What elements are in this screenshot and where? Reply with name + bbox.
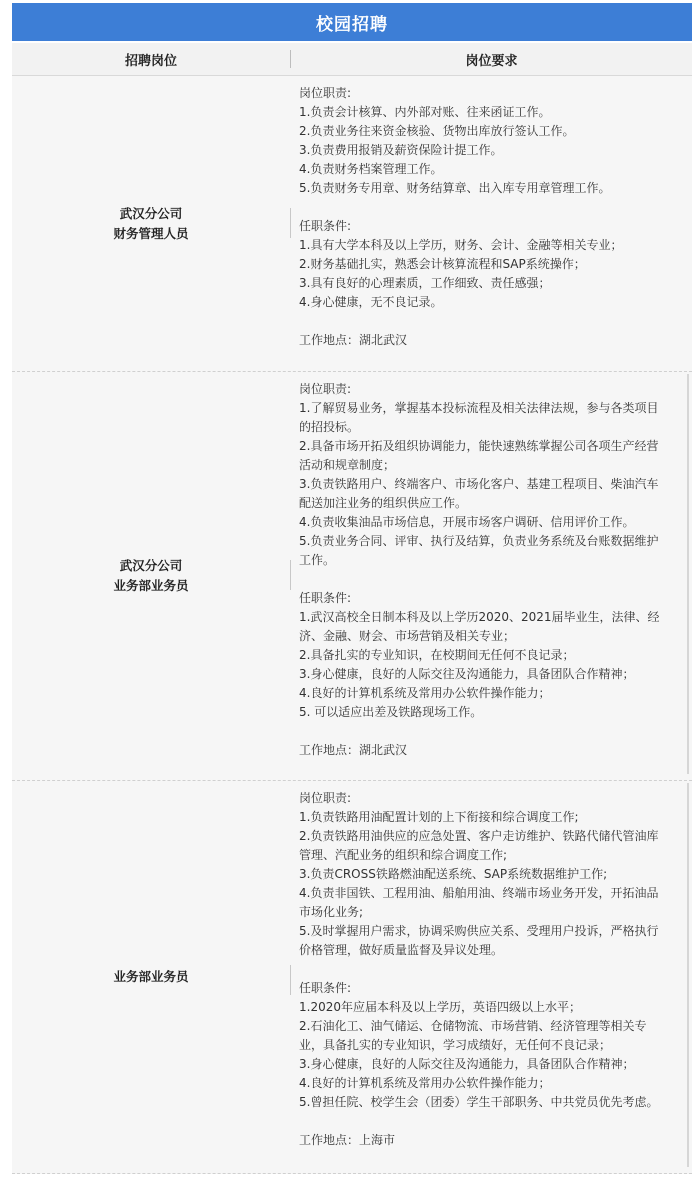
requirement-line: 活动和规章制度； [299,458,396,472]
page-title-banner [12,3,692,41]
requirement-line: 的招投标。 [299,420,360,434]
page-title: 校园招聘 [316,14,388,35]
requirement-line: 价格管理，做好质量监督及异议处理。 [299,943,504,957]
requirement-line: 5.负责财务专用章、财务结算章、出入库专用章管理工作。 [299,181,611,195]
position-line: 财务管理人员 [113,225,189,241]
requirement-line: 工作地点：湖北武汉 [299,743,408,757]
position-line: 武汉分公司 [119,205,183,221]
header-position: 招聘岗位 [124,53,177,69]
table-row-sales-wuhan [12,372,692,781]
requirement-line: 配送加注业务的组织供应工作。 [299,496,468,510]
position-cell [12,781,290,1173]
blank-line [299,198,683,217]
requirement-line: 3.负责费用报销及薪资保险计提工作。 [299,143,503,157]
requirement-line: 5.及时掌握用户需求，协调采购供应关系、受理用户投诉，严格执行 [299,924,659,938]
blank-line [299,1112,683,1131]
table-row-sales-shanghai [12,781,692,1174]
requirement-line: 4.负责财务档案管理工作。 [299,162,443,176]
position-cell [12,76,290,371]
requirements-cell [299,84,683,350]
requirement-line: 2.具备市场开拓及组织协调能力，能快速熟练掌握公司各项生产经营 [299,439,659,453]
requirement-line: 3.具有良好的心理素质，工作细致、责任感强； [299,276,551,290]
blank-line [299,312,683,331]
requirement-line: 工作。 [299,553,336,567]
requirement-line: 3.身心健康，良好的人际交往及沟通能力，具备团队合作精神； [299,1057,635,1071]
position-line: 业务部业务员 [113,969,189,984]
requirement-line: 1.负责会计核算、内外部对账、往来函证工作。 [299,105,551,119]
requirement-line: 3.负责铁路用户、终端客户、市场化客户、基建工程项目、柴油汽车 [299,477,659,491]
cell-divider [290,208,291,238]
requirement-line: 管理、汽配业务的组织和综合调度工作; [299,848,508,862]
requirement-line: 岗位职责: [299,382,352,396]
requirements-cell [299,380,683,760]
requirement-line: 2.石油化工、油气储运、仓储物流、市场营销、经济管理等相关专 [299,1019,647,1033]
requirement-line: 1.了解贸易业务，掌握基本投标流程及相关法律法规，参与各类项目 [299,401,659,415]
requirement-line: 4.负责收集油品市场信息，开展市场客户调研、信用评价工作。 [299,515,635,529]
requirement-line: 工作地点：湖北武汉 [299,333,408,347]
requirement-line: 岗位职责: [299,791,352,805]
requirement-line: 2.负责铁路用油供应的应急处置、客户走访维护、铁路代储代管油库 [299,829,659,843]
requirement-line: 工作地点：上海市 [299,1133,396,1147]
requirement-line: 市场化业务; [299,905,364,919]
requirement-line: 1.2020年应届本科及以上学历，英语四级以上水平； [299,1000,581,1014]
position-line: 业务部业务员 [113,578,189,593]
scroll-edge [687,783,689,1167]
requirement-line: 任职条件: [299,219,352,233]
blank-line [299,722,683,741]
requirement-line: 岗位职责: [299,86,352,100]
requirement-line: 5.负责业务合同、评审、执行及结算，负责业务系统及台账数据维护 [299,534,659,548]
requirement-line: 5.曾担任院、校学生会（团委）学生干部职务、中共党员优先考虑。 [299,1095,659,1109]
requirement-line: 4.身心健康，无不良记录。 [299,295,443,309]
blank-line [299,960,683,979]
requirement-line: 济、金融、财会、市场营销及相关专业； [299,629,516,643]
requirement-line: 2.财务基础扎实，熟悉会计核算流程和SAP系统操作； [299,257,586,271]
requirement-line: 4.负责非国铁、工程用油、船舶用油、终端市场业务开发，开拓油品 [299,886,659,900]
requirement-line: 1.负责铁路用油配置计划的上下衔接和综合调度工作; [299,810,579,824]
scroll-edge [687,374,689,774]
blank-line [299,570,683,589]
requirement-line: 1.武汉高校全日制本科及以上学历2020、2021届毕业生，法律、经 [299,610,660,624]
requirement-line: 任职条件: [299,591,352,605]
position-line: 武汉分公司 [119,558,183,573]
requirement-line: 业，具备扎实的专业知识，学习成绩好，无任何不良记录； [299,1038,612,1052]
requirement-line: 3.身心健康，良好的人际交往及沟通能力，具备团队合作精神； [299,667,635,681]
cell-divider [290,965,291,995]
table-header [12,43,692,76]
requirement-line: 3.负责CROSS铁路燃油配送系统、SAP系统数据维护工作; [299,867,608,881]
requirement-line: 5. 可以适应出差及铁路现场工作。 [299,705,483,719]
requirement-line: 2.负责业务往来资金核验、货物出库放行签认工作。 [299,124,575,138]
header-requirements: 岗位要求 [465,53,518,69]
cell-divider [290,560,291,590]
requirement-line: 任职条件: [299,981,352,995]
requirement-line: 2.具备扎实的专业知识，在校期间无任何不良记录； [299,648,575,662]
requirement-line: 4.良好的计算机系统及常用办公软件操作能力； [299,686,551,700]
requirement-line: 4.良好的计算机系统及常用办公软件操作能力； [299,1076,551,1090]
table-row-finance-wuhan [12,76,692,372]
requirement-line: 1.具有大学本科及以上学历，财务、会计、金融等相关专业； [299,238,623,252]
position-cell [12,372,290,780]
requirements-cell [299,789,683,1150]
